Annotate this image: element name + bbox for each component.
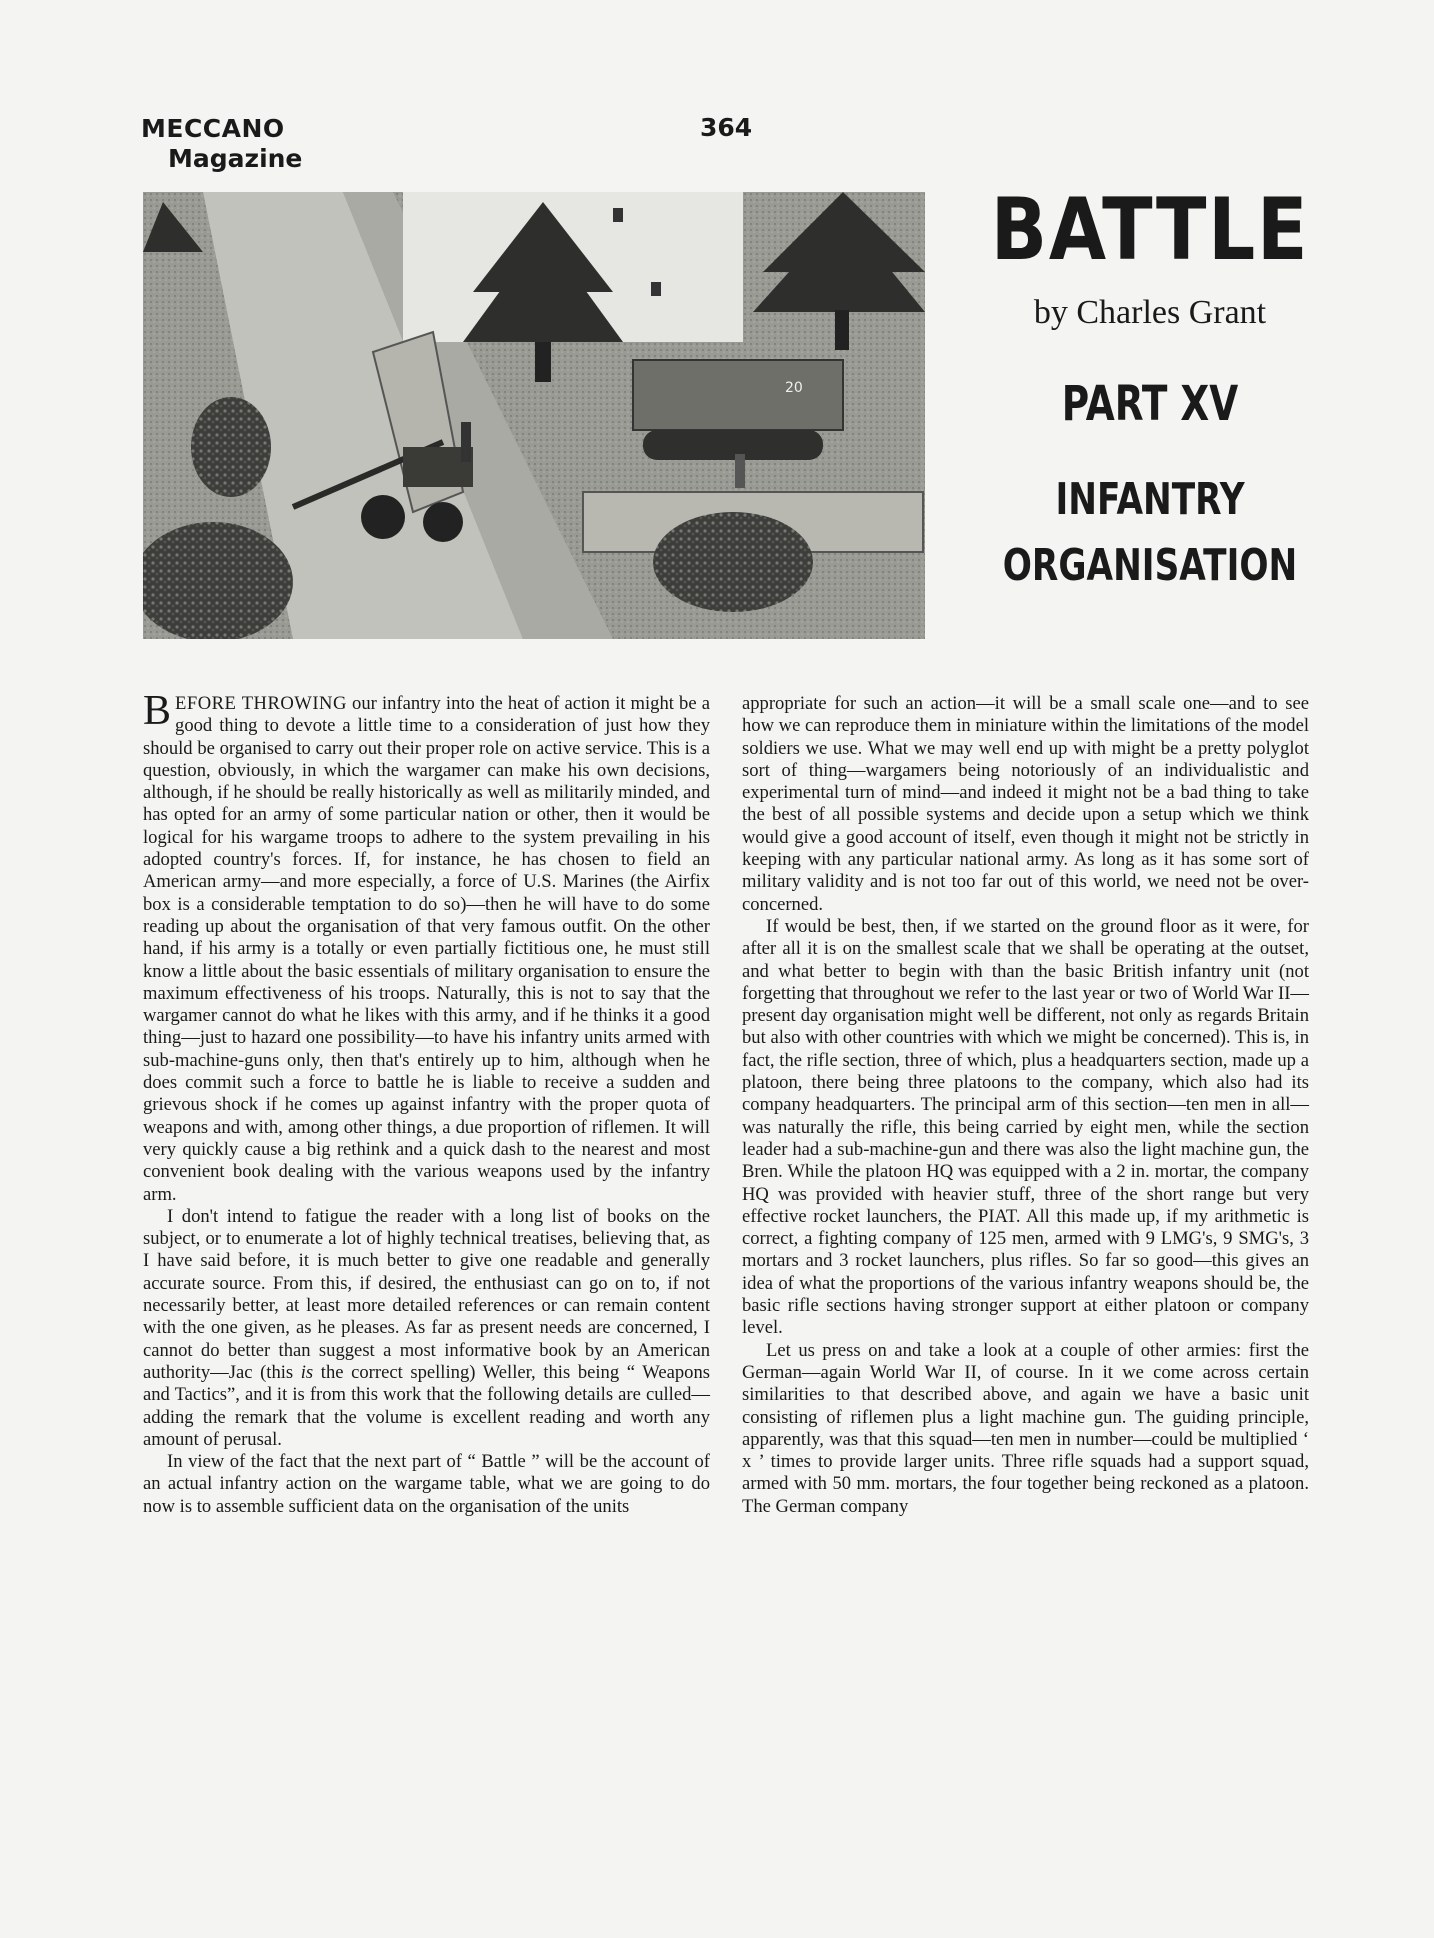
wargame-photo — [143, 192, 925, 639]
vehicle-marking: 20 — [785, 380, 803, 396]
paragraph: Let us press on and take a look at a couple of other armies: first the German—again World War II, of course. In it we come across certain similarities to that described above, and again we have a basic unit consisting of riflemen plus a light machine gun. The guiding principle, apparently, was that this squad—ten men in number—could be multiplied ‘ x ’ times to provide larger units. Three rifle squads had a support squad, armed with 50 mm. mortars, the four together being reckoned as a platoon. The German company — [742, 1339, 1309, 1517]
article-heading — [960, 180, 1340, 594]
body-column-right — [742, 693, 1309, 1518]
masthead-line-1: MECCANO — [141, 114, 285, 143]
drop-cap: B — [143, 688, 172, 734]
magazine-masthead — [141, 114, 311, 174]
lead-in-caps: EFORE THROWING — [175, 693, 347, 714]
paragraph: appropriate for such an action—it will be a small scale one—and to see how we can reproduce them in miniature within the limitations of the model soldiers we use. What we may well end up with might be a pretty polyglot sort of thing—wargamers being notoriously of an individualistic and experimental turn of mind—and indeed it might not be a bad thing to take the best of all possible systems and decide upon a setup which we think would give a good account of itself, even though it might not be strictly in keeping with any particular national army. As long as it has some sort of military validity and is not too far out of this world, we need not be over-concerned. — [742, 693, 1309, 915]
article-byline: by Charles Grant — [1033, 294, 1267, 331]
body-column-left — [143, 688, 710, 1518]
masthead-line-2: Magazine — [168, 144, 303, 173]
part-number: PART XV — [1061, 376, 1239, 432]
paragraph-text: our infantry into the heat of action it might be a good thing to devote a little time to a consideration of just how they should be organised to carry out their proper role on active service. This is a question, obviously, in which the wargamer can make his own decisions, although, if he should be really historically as well as militarily minded, and has opted for an army of some particular nation or other, then it would be logical for his wargame troops to adhere to the system prevailing in his adopted country's forces. If, for instance, he has chosen to field an American army—and more especially, a force of U.S. Marines (the Airfix box is a considerable temptation to do so)—then he will have to do some reading up about the organisation of that very famous outfit. On the other hand, if his army is a totally or even partially fictitious one, he must still know a little about the basic essentials of military organisation to ensure the maximum effectiveness of his troops. Naturally, this is not to say that the wargamer cannot do what he likes with this army, and if he thinks it a good thing—just to hazard one possibility—to have his infantry units armed with sub-machine-guns only, then that's entirely up to him, although when he does commit such a force to battle he is liable to receive a sudden and grievous shock if he comes up against infantry with the proper quota of weapons and with, among other things, a due proportion of riflemen. It will very quickly cause a big rethink and a quick dash to the nearest and most convenient book dealing with the various weapons used by the infantry arm. — [143, 693, 710, 1205]
article-title: BATTLE — [990, 180, 1310, 280]
paragraph-text: the correct spelling) Weller, this being “ Weapons and Tactics”, and it is from this work that the following details are culled—adding the remark that the volume is excellent reading and worth any amount of perusal. — [143, 1361, 710, 1450]
page-number: 364 — [700, 113, 753, 142]
paragraph — [143, 688, 710, 1206]
paragraph: In view of the fact that the next part of “ Battle ” will be the account of an actual infantry action on the wargame table, what we are going to do now is to assemble sufficient data on the organisation of the units — [143, 1451, 710, 1517]
subtitle-line-1: INFANTRY — [1055, 474, 1245, 525]
italic-word: is — [300, 1361, 314, 1383]
paragraph — [143, 1206, 710, 1451]
paragraph: If would be best, then, if we started on the ground floor as it were, for after all it is on the smallest scale that we shall be operating at the outset, and what better to begin with than the basic British infantry unit (not forgetting that throughout we refer to the last year or two of World War II—present day organisation might well be different, not only as regards Britain but also with other countries with which we might be concerned). This is, in fact, the rifle section, three of which, plus a headquarters section, made up a platoon, there being three platoons to the company, which also had its company headquarters. The principal arm of this section—ten men in all—was naturally the rifle, this being carried by eight men, while the section leader had a sub-machine-gun and there was also the light machine gun, the Bren. While the platoon HQ was equipped with a 2 in. mortar, the company HQ was provided with heavier stuff, three of the short range but very effective rocket launchers, the PIAT. All this made up, if my arithmetic is correct, a fighting company of 125 men, armed with 9 LMG's, 9 SMG's, 3 mortars and 3 rocket launchers, plus rifles. So far so good—this gives an idea of what the proportions of the various infantry weapons should be, the basic rifle sections having stronger support at either platoon or company level. — [742, 915, 1309, 1339]
subtitle-line-2: ORGANISATION — [1002, 540, 1298, 591]
paragraph-text: I don't intend to fatigue the reader with a long list of books on the subject, or to enumerate a lot of highly technical treatises, believing that, as I have said before, it is much better to give one readable and generally accurate source. From this, if desired, the enthusiast can go on to, if not necessarily better, at least more detailed references or can remain content with the one given, as he pleases. As far as present needs are concerned, I cannot do better than suggest a most informative book by an American authority—Jac (this — [143, 1205, 710, 1383]
